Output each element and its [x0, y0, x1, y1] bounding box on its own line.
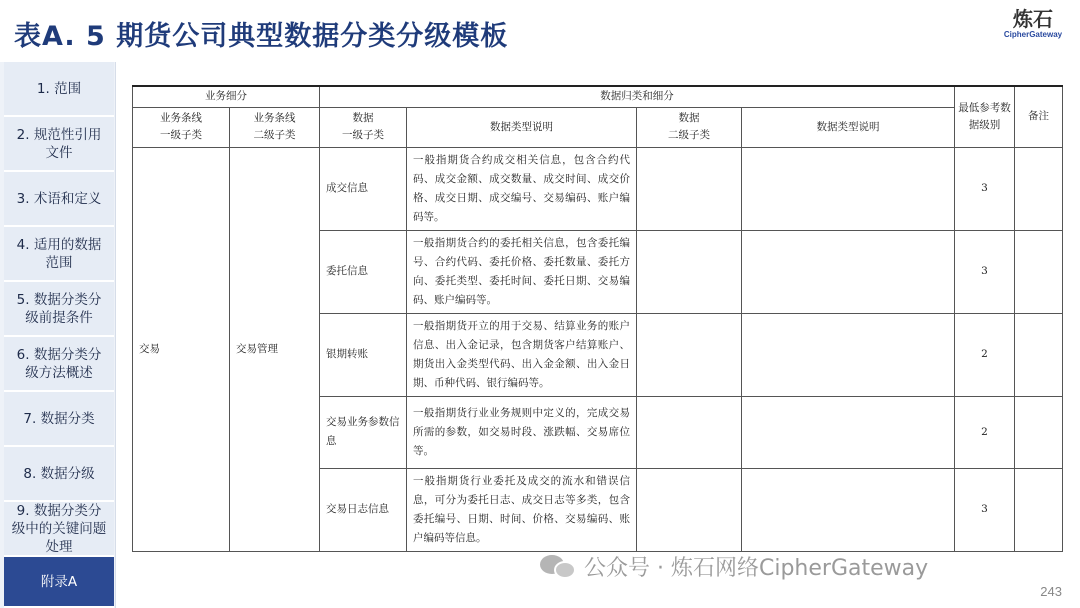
header-data-level1-line1: 数据 — [352, 112, 374, 124]
cell-data-level2 — [637, 313, 742, 396]
header-data-type-desc-2: 数据类型说明 — [742, 107, 955, 147]
wechat-icon — [540, 553, 576, 579]
cell-min-level: 3 — [955, 468, 1015, 551]
sidebar-item-normative-references[interactable]: 2. 规范性引用文件 — [4, 117, 114, 172]
sidebar-item-terms-definitions[interactable]: 3. 术语和定义 — [4, 172, 114, 227]
cell-remarks — [1015, 468, 1063, 551]
page-title: 表A. 5 期货公司典型数据分类分级模板 — [14, 21, 509, 52]
header-biz-level2-line2: 二级子类 — [253, 129, 296, 141]
header-min-reference-level-text: 最低参考数据级别 — [958, 101, 1011, 131]
cell-data-level2 — [637, 147, 742, 230]
sidebar-item-scope[interactable]: 1. 范围 — [4, 62, 114, 117]
cell-biz-level1: 交易 — [133, 147, 230, 551]
cell-data-desc: 一般指期货开立的用于交易、结算业务的账户信息、出入金记录，包含期货客户结算账户、期货出入金类型代码、出入金金额、出入金日期、币种代码、银行编码等。 — [407, 313, 637, 396]
header-data-level1 — [320, 107, 407, 147]
sidebar-item-data-classification[interactable]: 7. 数据分类 — [4, 392, 114, 447]
cell-remarks — [1015, 396, 1063, 468]
watermark-text: 公众号 · 炼石网络CipherGateway — [584, 555, 929, 581]
classification-table-container — [132, 85, 1062, 542]
cell-data-desc: 一般指期货合约成交相关信息，包含合约代码、成交金额、成交数量、成交时间、成交价格、成交日期、成交编号、交易编码、账户编码等。 — [407, 147, 637, 230]
sidebar-nav — [0, 62, 116, 608]
cell-data-name: 成交信息 — [320, 147, 407, 230]
cell-data-name: 交易日志信息 — [320, 468, 407, 551]
cell-biz-level2: 交易管理 — [230, 147, 320, 551]
cell-data-level2 — [637, 230, 742, 313]
cell-data-desc: 一般指期货合约的委托相关信息，包含委托编号、合约代码、委托价格、委托数量、委托方向、委托类型、委托时间、委托日期、交易编码、账户编码等。 — [407, 230, 637, 313]
cell-remarks — [1015, 147, 1063, 230]
sidebar-item-key-issues[interactable]: 9. 数据分类分级中的关键问题处理 — [4, 502, 114, 557]
header-data-level1-line2: 一级子类 — [342, 129, 384, 141]
header-business-subdivision: 业务细分 — [133, 86, 320, 107]
header-data-categorization: 数据归类和细分 — [320, 86, 955, 107]
header-data-level2 — [637, 107, 742, 147]
header-data-level2-line1: 数据 — [678, 112, 700, 124]
classification-table — [132, 85, 1063, 552]
sidebar-item-data-scope[interactable]: 4. 适用的数据范围 — [4, 227, 114, 282]
cell-remarks — [1015, 230, 1063, 313]
header-data-level2-line2: 二级子类 — [668, 129, 710, 141]
header-biz-level1 — [133, 107, 230, 147]
header-biz-level2 — [230, 107, 320, 147]
cell-data-level2 — [637, 468, 742, 551]
cell-remarks — [1015, 313, 1063, 396]
cell-min-level: 3 — [955, 147, 1015, 230]
cell-data-name: 银期转账 — [320, 313, 407, 396]
sidebar-item-appendix-a[interactable]: 附录A — [4, 557, 114, 608]
cell-data-name: 交易业务参数信息 — [320, 396, 407, 468]
sidebar-item-method-overview[interactable]: 6. 数据分类分级方法概述 — [4, 337, 114, 392]
header-biz-level1-line2: 一级子类 — [160, 129, 202, 141]
header-min-reference-level — [955, 86, 1015, 147]
watermark — [540, 550, 928, 582]
cell-data-desc2 — [742, 396, 955, 468]
cell-data-desc2 — [742, 313, 955, 396]
table-row — [133, 147, 1063, 230]
cell-min-level: 2 — [955, 396, 1015, 468]
cell-data-desc: 一般指期货行业委托及成交的流水和错误信息，可分为委托日志、成交日志等多类，包含委托编号、日期、时间、价格、交易编码、账户编码等信息。 — [407, 468, 637, 551]
logo-chinese-text: 炼石 — [1013, 7, 1053, 31]
cell-data-level2 — [637, 396, 742, 468]
cell-min-level: 3 — [955, 230, 1015, 313]
header-biz-level2-line1: 业务条线 — [253, 112, 296, 124]
page-number: 243 — [1040, 584, 1062, 599]
cell-data-desc2 — [742, 468, 955, 551]
cell-data-name: 委托信息 — [320, 230, 407, 313]
sidebar-item-data-grading[interactable]: 8. 数据分级 — [4, 447, 114, 502]
header-remarks: 备注 — [1015, 86, 1063, 147]
header-biz-level1-line1: 业务条线 — [160, 112, 202, 124]
logo-english-text: CipherGateway — [1003, 30, 1063, 39]
cell-data-desc: 一般指期货行业业务规则中定义的，完成交易所需的参数，如交易时段、涨跌幅、交易席位等。 — [407, 396, 637, 468]
title-bar — [0, 0, 1080, 62]
cell-data-desc2 — [742, 230, 955, 313]
sidebar-item-prerequisites[interactable]: 5. 数据分类分级前提条件 — [4, 282, 114, 337]
cell-min-level: 2 — [955, 313, 1015, 396]
header-data-type-desc-1: 数据类型说明 — [407, 107, 637, 147]
company-logo — [998, 8, 1068, 44]
cell-data-desc2 — [742, 147, 955, 230]
